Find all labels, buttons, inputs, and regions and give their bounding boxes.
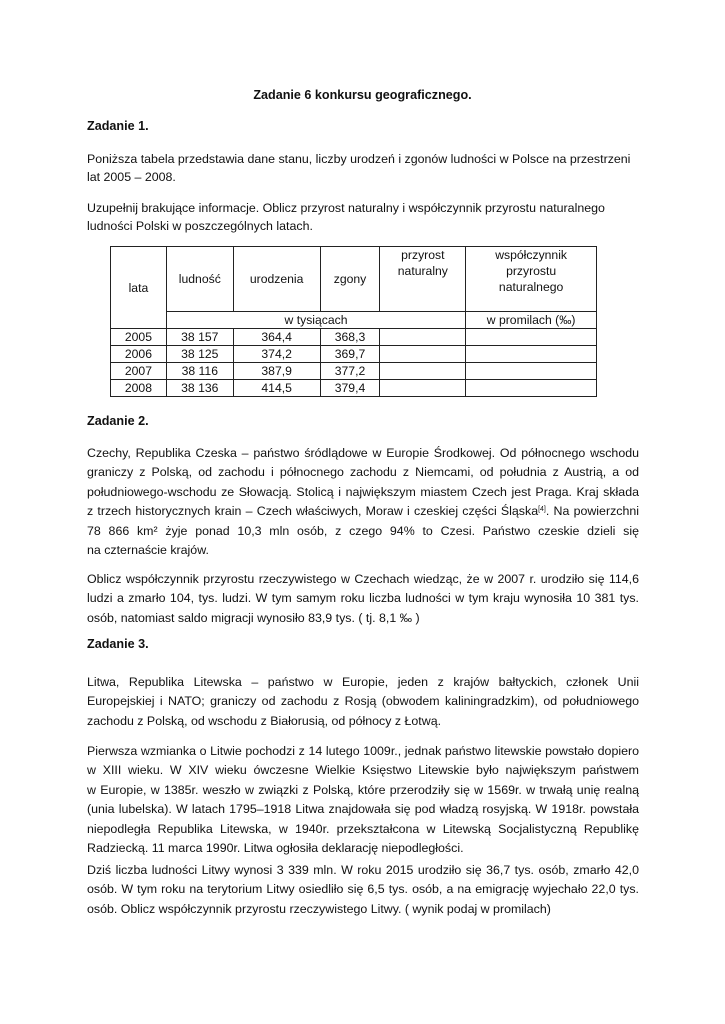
cell-population: 38 116 xyxy=(166,363,233,380)
task3-history-paragraph xyxy=(87,742,639,857)
header-lata: lata xyxy=(111,247,167,329)
cell-deaths: 377,2 xyxy=(320,363,380,380)
cell-year: 2006 xyxy=(111,346,167,363)
cell-rate[interactable] xyxy=(466,380,597,397)
task2-czech-line: 78 866 km² żyje ponad 10,3 mln osób, z czego 94% to Czesi. Państwo czeskie dzieli się xyxy=(87,523,639,538)
task3-history-line: w XIII wieku. W XIV wieku ówczesne Wielkie Księstwo Litewskie było największym państwem xyxy=(87,763,639,778)
table-row xyxy=(111,346,597,363)
task2-czech-line-4-text: z trzech historycznych krain – Czech właściwych, Moraw i czeskiej części Śląska xyxy=(87,504,539,519)
cell-births: 414,5 xyxy=(233,380,320,397)
header-przyrost xyxy=(380,247,466,312)
task2-question-line: osób, natomiast saldo migracji wynosiło 83,9 tys. ( tj. 8,1 ‰ ) xyxy=(87,610,420,625)
task3-lithuania-paragraph xyxy=(87,673,639,730)
task3-question xyxy=(87,861,639,918)
task3-lithuania-line: Litwa, Republika Litewska – państwo w Europie, jeden z krajów bałtyckich, członek Unii xyxy=(87,675,639,689)
cell-rate[interactable] xyxy=(466,329,597,346)
task3-lithuania-line: zachodu z Polską, od wschodu z Białorusią, od północy z Łotwą. xyxy=(87,713,442,728)
cell-births: 374,2 xyxy=(233,346,320,363)
cell-births: 364,4 xyxy=(233,329,320,346)
task3-history-line: w Europie, w 1385r. weszło w związki z Polską, które przerodziły się w 1569r. w trwałą unię realną xyxy=(87,782,639,797)
cell-growth[interactable] xyxy=(380,380,466,397)
cell-rate[interactable] xyxy=(466,363,597,380)
cell-growth[interactable] xyxy=(380,363,466,380)
task2-czech-line-4-tail: . Na powierzchni xyxy=(545,504,639,519)
header-wspolczynnik-line: współczynnik xyxy=(495,248,568,262)
task2-czech-line-4 xyxy=(87,502,639,521)
header-wspolczynnik xyxy=(466,247,597,312)
population-table xyxy=(110,246,597,397)
task2-czech-line: Czechy, Republika Czeska – państwo śródlądowe w Europie Środkowej. Od północnego wschodu xyxy=(87,446,639,460)
task2-czech-line: na czternaście krajów. xyxy=(87,542,209,557)
cell-deaths: 369,7 xyxy=(320,346,380,363)
cell-population: 38 157 xyxy=(166,329,233,346)
cell-year: 2008 xyxy=(111,380,167,397)
cell-year: 2007 xyxy=(111,363,167,380)
task3-history-line: niepodległa Republika Litewska, w 1940r. przekształcona w Litewską Socjalistyczną Republikę xyxy=(87,821,639,836)
cell-population: 38 125 xyxy=(166,346,233,363)
task3-question-line: osób. W tym roku na terytorium Litwy osiedliło się 6,5 tys. osób, a na emigrację wyjechało 22,0 tys. xyxy=(87,882,639,897)
cell-deaths: 368,3 xyxy=(320,329,380,346)
task2-question-line: Oblicz współczynnik przyrostu rzeczywistego w Czechach wiedząc, że w 2007 r. urodziło się 114,6 xyxy=(87,572,639,586)
cell-deaths: 379,4 xyxy=(320,380,380,397)
task3-question-line: osób. Oblicz współczynnik przyrostu rzeczywistego Litwy. ( wynik podaj w promilach) xyxy=(87,901,551,916)
document-title: Zadanie 6 konkursu geograficznego. xyxy=(253,88,472,102)
task1-instruction xyxy=(87,199,639,235)
task3-history-line: (unia lubelska). W latach 1795–1918 Litwa znajdowała się pod władzą rosyjską. W 1918r. powstała xyxy=(87,802,639,817)
task2-czech-paragraph xyxy=(87,444,639,559)
task3-history-line: Radziecką. 11 marca 1990r. Litwa ogłosiła deklarację niepodległości. xyxy=(87,840,464,855)
header-przyrost-line: naturalny xyxy=(397,264,448,278)
cell-year: 2005 xyxy=(111,329,167,346)
task3-question-line: Dziś liczba ludności Litwy wynosi 3 339 mln. W roku 2015 urodziło się 36,7 tys. osób, zmarło 42,0 xyxy=(87,863,639,877)
task2-heading: Zadanie 2. xyxy=(87,414,149,428)
unit-permille: w promilach (‰) xyxy=(466,312,597,329)
task3-lithuania-line: Europejskiej i NATO; graniczy od zachodu z Rosją (obwodem kaliningradzkim), od południowego xyxy=(87,694,639,709)
cell-population: 38 136 xyxy=(166,380,233,397)
task1-intro-line: lat 2005 – 2008. xyxy=(87,170,176,184)
cell-growth[interactable] xyxy=(380,329,466,346)
task1-intro-line: Poniższa tabela przedstawia dane stanu, liczby urodzeń i zgonów ludności w Polsce na przestrzeni xyxy=(87,152,631,166)
task2-question xyxy=(87,570,639,627)
header-zgony: zgony xyxy=(320,247,380,312)
task2-question-line: ludzi a zmarło 104, tys. ludzi. W tym samym roku liczba ludności w tym kraju wynosiła 10 381 tys. xyxy=(87,591,639,606)
table-row xyxy=(111,329,597,346)
header-wspolczynnik-line: przyrostu xyxy=(506,264,557,278)
task1-heading: Zadanie 1. xyxy=(87,119,149,133)
task3-history-line: Pierwsza wzmianka o Litwie pochodzi z 14 lutego 1009r., jednak państwo litewskie powstało dopiero xyxy=(87,744,639,758)
task3-heading: Zadanie 3. xyxy=(87,637,149,651)
header-ludnosc: ludność xyxy=(166,247,233,312)
header-wspolczynnik-line: naturalnego xyxy=(498,280,564,294)
table-row xyxy=(111,363,597,380)
task1-instruction-line: Uzupełnij brakujące informacje. Oblicz przyrost naturalny i współczynnik przyrostu naturalnego xyxy=(87,201,605,215)
table-row xyxy=(111,380,597,397)
task2-czech-line: graniczy z Polską, od zachodu i północnego zachodu z Niemcami, od południa z Austrią, a od xyxy=(87,465,639,480)
footnote-ref[interactable]: [4] xyxy=(538,506,546,514)
header-przyrost-line: przyrost xyxy=(401,248,445,262)
header-urodzenia: urodzenia xyxy=(233,247,320,312)
task1-instruction-line: ludności Polski w poszczególnych latach. xyxy=(87,219,313,233)
cell-rate[interactable] xyxy=(466,346,597,363)
unit-thousands: w tysiącach xyxy=(166,312,465,329)
task2-czech-line: południowego-wschodu ze Słowacją. Stolicą i największym miastem Czech jest Praga. Kraj składa xyxy=(87,484,639,499)
task1-intro xyxy=(87,150,639,186)
cell-growth[interactable] xyxy=(380,346,466,363)
cell-births: 387,9 xyxy=(233,363,320,380)
